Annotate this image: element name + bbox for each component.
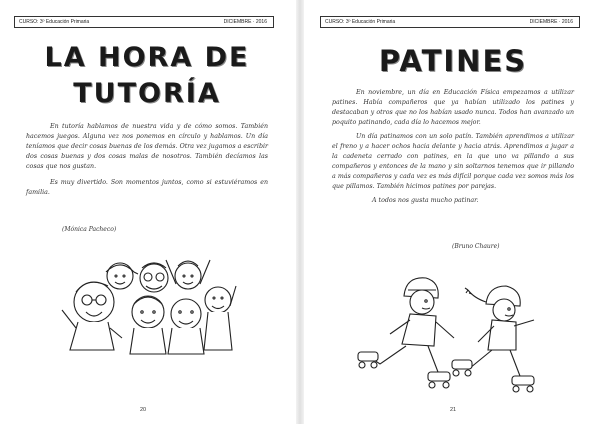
page-title: PATINES	[378, 44, 528, 78]
children-illustration	[58, 250, 238, 360]
page-number: 21	[450, 407, 457, 413]
month-label: DICIEMBRE · 2016	[529, 19, 573, 25]
skating-children-illustration	[354, 268, 554, 398]
paragraph: En noviembre, un día en Educación Física empezamos a utilizar patines. Había compañeros que ya habían utilizado los patines y destacaban y otros que no los habían usado nunca. Todos han avanzado un poquito patinando, cada día lo hacemos mejor.	[332, 89, 574, 126]
book-gutter	[296, 0, 304, 424]
article-body	[26, 122, 268, 198]
paragraph: Es muy divertido. Son momentos juntos, como si estuviéramos en familia.	[26, 179, 268, 196]
paragraph: Un día patinamos con un solo patín. También aprendimos a utilizar el freno y a hacer ochos hacia delante y hacia atrás. Aprendimos a jugar a la cadeneta cerrado con patines, en la que uno va pillando a sus compañeros y entonces de la mano y sin soltarnos tenemos que ir pillando a más compañeros y cada vez es más difícil porque cada vez somos más los que pillamos. También hicimos patines por parejas.	[332, 133, 574, 190]
author-signature: (Bruno Chaure)	[452, 243, 500, 250]
course-label: CURSO: 3º Educación Primaria	[19, 19, 90, 25]
right-page	[310, 6, 596, 418]
course-label: CURSO: 3º Educación Primaria	[325, 19, 396, 25]
month-label: DICIEMBRE · 2016	[223, 19, 267, 25]
left-page-header	[14, 16, 274, 28]
paragraph: A todos nos gusta mucho patinar.	[372, 197, 479, 204]
page-number: 20	[140, 407, 147, 413]
author-signature: (Mónica Pacheco)	[62, 226, 117, 233]
page-title-line2: TUTORÍA	[73, 78, 221, 109]
left-page	[4, 6, 290, 418]
article-body	[332, 88, 574, 206]
paragraph: En tutoría hablamos de nuestra vida y de cómo somos. También hacemos juegos. Alguna vez nos ponemos en círculo y hablamos. Un día teníamos que decir cosas buenas de los demás. Otra vez jugamos a escribir dos cosas buenas y dos cosas malas de nosotros. También decíamos las cosas que nos gustan.	[26, 123, 268, 170]
page-title-line1: LA HORA DE	[44, 42, 250, 73]
right-page-header	[320, 16, 580, 28]
